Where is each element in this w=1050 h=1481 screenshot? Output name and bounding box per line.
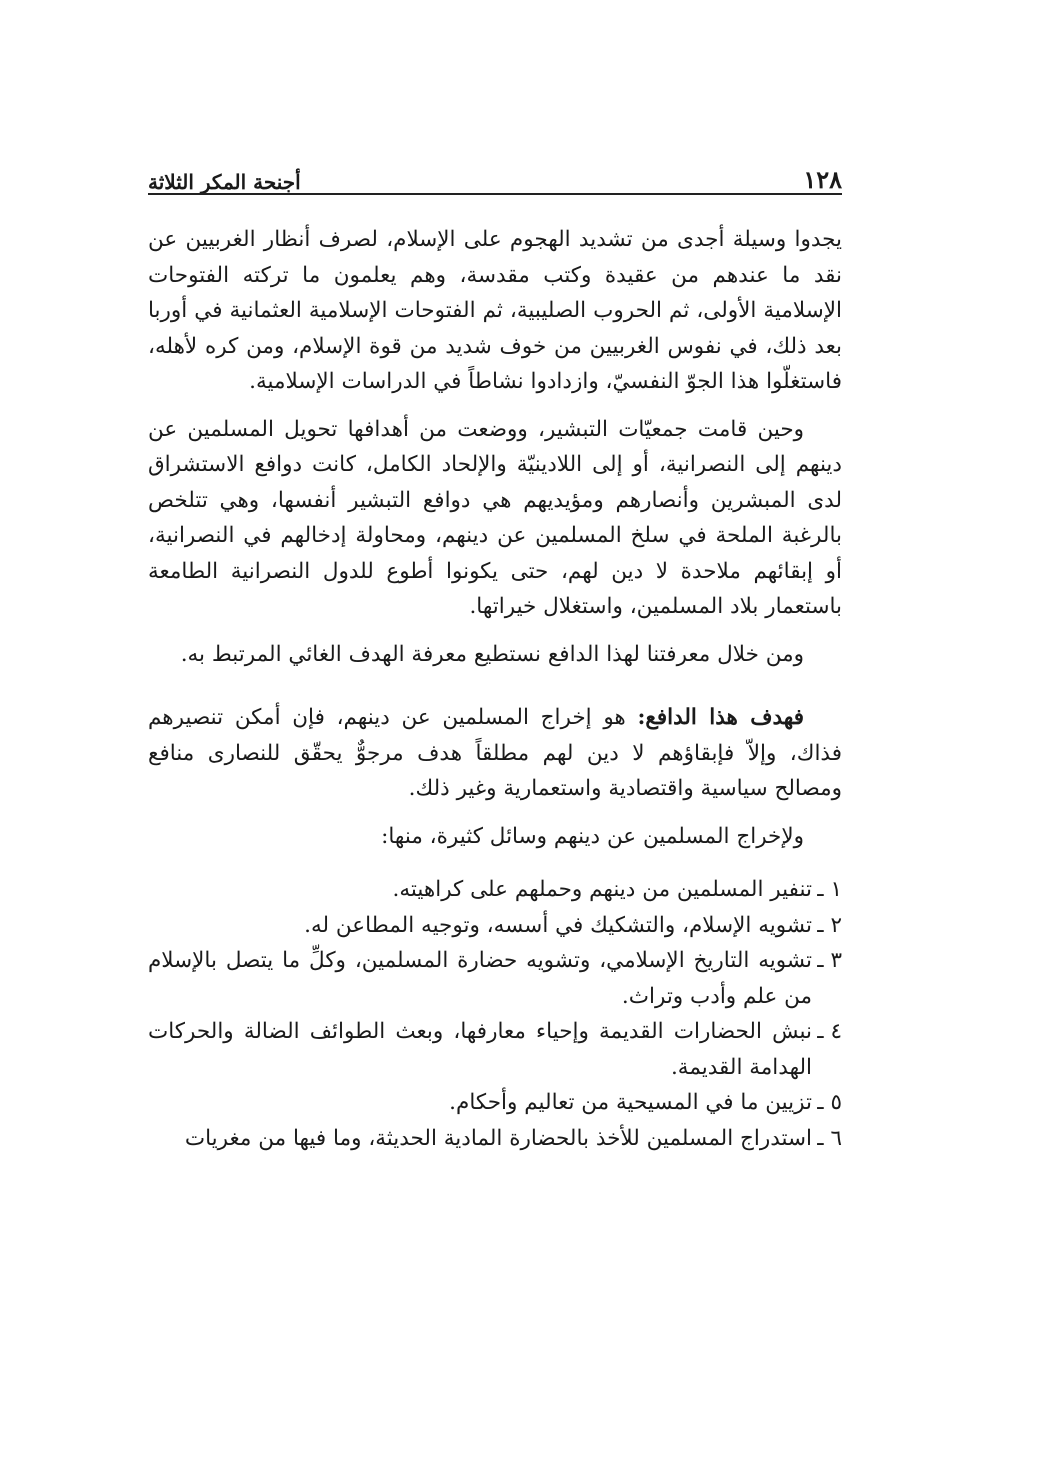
running-head — [148, 152, 842, 192]
header-rule — [148, 193, 842, 195]
list-number: ٦ ـ — [817, 1125, 842, 1151]
list-item — [148, 1014, 842, 1085]
list-item — [148, 872, 842, 908]
paragraph-motive-goal: ومن خلال معرفتنا لهذا الدافع نستطيع معرفة الهدف الغائي المرتبط به. — [180, 641, 804, 667]
book-title: أجنحة المكر الثلاثة — [148, 170, 301, 194]
paragraph-continuation: يجدوا وسيلة أجدى من تشديد الهجوم على الإسلام، لصرف أنظار الغربيين عن نقد ما عندهم من عقيدة وكتب مقدسة، وهم يعلمون ما تركته الفتوحات الإسلامية الأولى، ثم الحروب الصليبية، ثم الفتوحات الإسلامية العثمانية في أوربا بعد ذلك، في نفوس الغربيين من خوف شديد من قوة الإسلام، ومن كره لأهله، فاستغلّوا هذا الجوّ النفسيّ، وازدادوا نشاطاً في الدراسات الإسلامية. — [148, 227, 842, 394]
list-text: تزيين ما في المسيحية من تعاليم وأحكام. — [449, 1090, 812, 1115]
list-item — [148, 1121, 842, 1157]
paragraph-missionary-societies: وحين قامت جمعيّات التبشير، ووضعت من أهدافها تحويل المسلمين عن دينهم إلى النصرانية، أو إلى اللادينيّة والإلحاد الكامل، كانت دوافع الاستشراق لدى المبشرين وأنصارهم ومؤيديهم هي دوافع التبشير أنفسها، وهي تتلخص بالرغبة الملحة في سلخ المسلمين عن دينهم، ومحاولة إدخالهم في النصرانية، أو إبقائهم ملاحدة لا دين لهم، حتى يكونوا أطوع للدول النصرانية الطامعة باستعمار بلاد المسلمين، واستغلال خيراتها. — [148, 416, 842, 619]
list-text: استدراج المسلمين للأخذ بالحضارة المادية الحديثة، وما فيها من مغريات — [184, 1125, 812, 1151]
list-text: تشويه الإسلام، والتشكيك في أسسه، وتوجيه المطاعن له. — [304, 912, 812, 938]
means-list — [148, 872, 842, 1156]
paragraph-goal — [148, 700, 842, 807]
list-item — [148, 943, 842, 1014]
list-item — [148, 1085, 842, 1121]
page-number: ١٢٨ — [803, 165, 842, 194]
list-number: ٣ ـ — [817, 948, 842, 973]
goal-lead: فهدف هذا الدافع: — [637, 705, 804, 730]
list-number: ٤ ـ — [817, 1019, 842, 1044]
list-item — [148, 908, 842, 944]
list-text: نبش الحضارات القديمة وإحياء معارفها، وبعث الطوائف الضالة والحركات الهدامة القديمة. — [148, 1019, 812, 1080]
goal-text: هو إخراج المسلمين عن دينهم، فإن أمكن تنصيرهم فذاك، وإلاّ فإبقاؤهم لا دين لهم مطلقاً هدف مرجوٌّ يحقّق للنصارى منافع ومصالح سياسية واقتصادية واستعمارية وغير ذلك. — [148, 705, 842, 801]
means-intro: ولإخراج المسلمين عن دينهم وسائل كثيرة، منها: — [381, 823, 804, 849]
list-text: تشويه التاريخ الإسلامي، وتشويه حضارة المسلمين، وكلِّ ما يتصل بالإسلام من علم وأدب وتراث. — [148, 948, 812, 1009]
book-page — [148, 0, 842, 1481]
list-number: ٢ ـ — [817, 912, 842, 938]
list-number: ١ ـ — [817, 877, 842, 902]
list-text: تنفير المسلمين من دينهم وحملهم على كراهيته. — [392, 877, 812, 902]
body-text — [148, 222, 842, 1156]
list-number: ٥ ـ — [817, 1090, 842, 1115]
